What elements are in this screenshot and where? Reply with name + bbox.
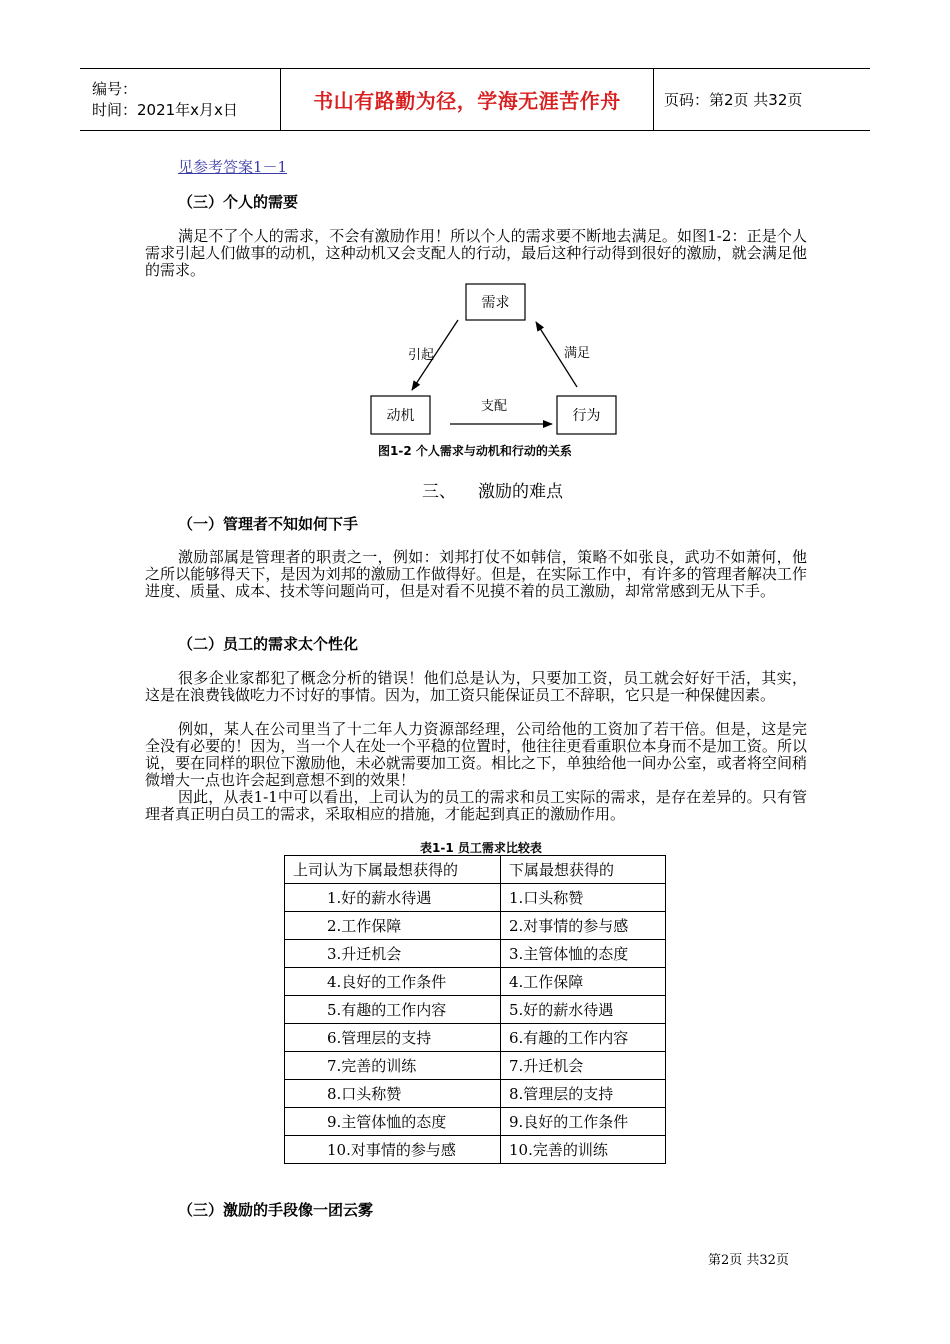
header-page-info bbox=[654, 69, 870, 130]
table-row bbox=[285, 1052, 666, 1080]
table-cell: 10.对事情的参与感 bbox=[285, 1136, 501, 1164]
document-date: 时间：2021年x月x日 bbox=[92, 100, 238, 119]
section-heading-difficulties bbox=[422, 477, 563, 502]
table-cell: 2.工作保障 bbox=[285, 912, 501, 940]
table-header-cell: 下属最想获得的 bbox=[501, 856, 666, 884]
table-row bbox=[285, 1080, 666, 1108]
node-action-label: 行为 bbox=[572, 408, 601, 424]
header-motto bbox=[281, 69, 654, 130]
table-cell: 10.完善的训练 bbox=[501, 1136, 666, 1164]
table-cell: 1.口头称赞 bbox=[501, 884, 666, 912]
table-header-cell: 上司认为下属最想获得的 bbox=[285, 856, 501, 884]
edge-cause-label: 引起 bbox=[408, 348, 435, 363]
needs-comparison-table bbox=[284, 855, 666, 1164]
table-cell: 9.主管体恤的态度 bbox=[285, 1108, 501, 1136]
table-cell: 1.好的薪水待遇 bbox=[285, 884, 501, 912]
table-row bbox=[285, 968, 666, 996]
node-action bbox=[557, 396, 616, 434]
motto-text: 书山有路勤为径，学海无涯苦作舟 bbox=[313, 89, 621, 113]
table-cell: 3.主管体恤的态度 bbox=[501, 940, 666, 968]
table-header-row bbox=[285, 856, 666, 884]
paragraph-example: 例如，某人在公司里当了十二年人力资源部经理，公司给他的工资加了若干倍。但是，这是完全没有必要的！因为，当一个人在处一个平稳的位置时，他往往更看重职位本身而不是加工资。所以说，要在同样的职位下激励他，未必就需要加工资。相比之下，单独给他一间办公室，或者将空间稍微增大一点也许会起到意想不到的效果！ bbox=[145, 720, 807, 789]
heading-managers: （一）管理者不知如何下手 bbox=[178, 515, 359, 533]
header-meta bbox=[80, 69, 281, 130]
paragraph-salary: 很多企业家都犯了概念分析的错误！他们总是认为，只要加工资，员工就会好好干活，其实，这是在浪费钱做吃力不讨好的事情。因为，加工资只能保证员工不辞职，它只是一种保健因素。 bbox=[145, 669, 807, 704]
table-cell: 7.升迁机会 bbox=[501, 1052, 666, 1080]
table-cell: 5.有趣的工作内容 bbox=[285, 996, 501, 1024]
table-cell: 6.有趣的工作内容 bbox=[501, 1024, 666, 1052]
table-row bbox=[285, 1108, 666, 1136]
document-number-label: 编号： bbox=[92, 79, 138, 98]
page-header bbox=[80, 68, 870, 131]
edge-govern-label: 支配 bbox=[481, 399, 508, 414]
section-title: 激励的难点 bbox=[478, 482, 563, 502]
table-row bbox=[285, 1136, 666, 1164]
heading-personal-needs: （三）个人的需要 bbox=[178, 193, 299, 211]
node-motive-label: 动机 bbox=[386, 408, 415, 424]
table-row bbox=[285, 1024, 666, 1052]
table-cell: 7.完善的训练 bbox=[285, 1052, 501, 1080]
table-cell: 6.管理层的支持 bbox=[285, 1024, 501, 1052]
node-motive bbox=[371, 396, 430, 434]
table-row bbox=[285, 912, 666, 940]
table-cell: 8.口头称赞 bbox=[285, 1080, 501, 1108]
table-caption: 表1-1 员工需求比较表 bbox=[420, 841, 542, 855]
edge-satisfy-label: 满足 bbox=[564, 346, 591, 361]
table-cell: 9.良好的工作条件 bbox=[501, 1108, 666, 1136]
table-cell: 5.好的薪水待遇 bbox=[501, 996, 666, 1024]
heading-means: （三）激励的手段像一团云雾 bbox=[178, 1201, 374, 1219]
paragraph-conclusion: 因此，从表1-1中可以看出，上司认为的员工的需求和员工实际的需求，是存在差异的。只有管理者真正明白员工的需求，采取相应的措施，才能起到真正的激励作用。 bbox=[145, 788, 807, 823]
paragraph-managers: 激励部属是管理者的职责之一，例如：刘邦打仗不如韩信，策略不如张良，武功不如萧何，他之所以能够得天下，是因为刘邦的激励工作做得好。但是，在实际工作中，有许多的管理者解决工作进度、质量、成本、技术等问题尚可，但是对看不见摸不着的员工激励，却常常感到无从下手。 bbox=[145, 548, 807, 600]
reference-answer-link[interactable]: 见参考答案1－1 bbox=[178, 158, 288, 176]
figure-caption: 图1-2 个人需求与动机和行动的关系 bbox=[378, 444, 572, 458]
table-cell: 4.良好的工作条件 bbox=[285, 968, 501, 996]
node-need-label: 需求 bbox=[481, 295, 510, 311]
page-footer: 第2页 共32页 bbox=[708, 1253, 789, 1268]
table-row bbox=[285, 884, 666, 912]
table-row bbox=[285, 996, 666, 1024]
needs-motive-action-diagram bbox=[360, 282, 640, 440]
table-cell: 8.管理层的支持 bbox=[501, 1080, 666, 1108]
heading-individualized-needs: （二）员工的需求太个性化 bbox=[178, 635, 359, 653]
table-cell: 2.对事情的参与感 bbox=[501, 912, 666, 940]
table-row bbox=[285, 940, 666, 968]
node-need bbox=[466, 284, 525, 320]
section-number: 三、 bbox=[422, 482, 456, 502]
table-cell: 3.升迁机会 bbox=[285, 940, 501, 968]
page-number: 页码：第2页 共32页 bbox=[664, 91, 803, 109]
paragraph-personal-needs: 满足不了个人的需求，不会有激励作用！所以个人的需求要不断地去满足。如图1-2：正是个人需求引起人们做事的动机，这种动机又会支配人的行动，最后这种行动得到很好的激励，就会满足他的需求。 bbox=[145, 227, 807, 279]
table-cell: 4.工作保障 bbox=[501, 968, 666, 996]
